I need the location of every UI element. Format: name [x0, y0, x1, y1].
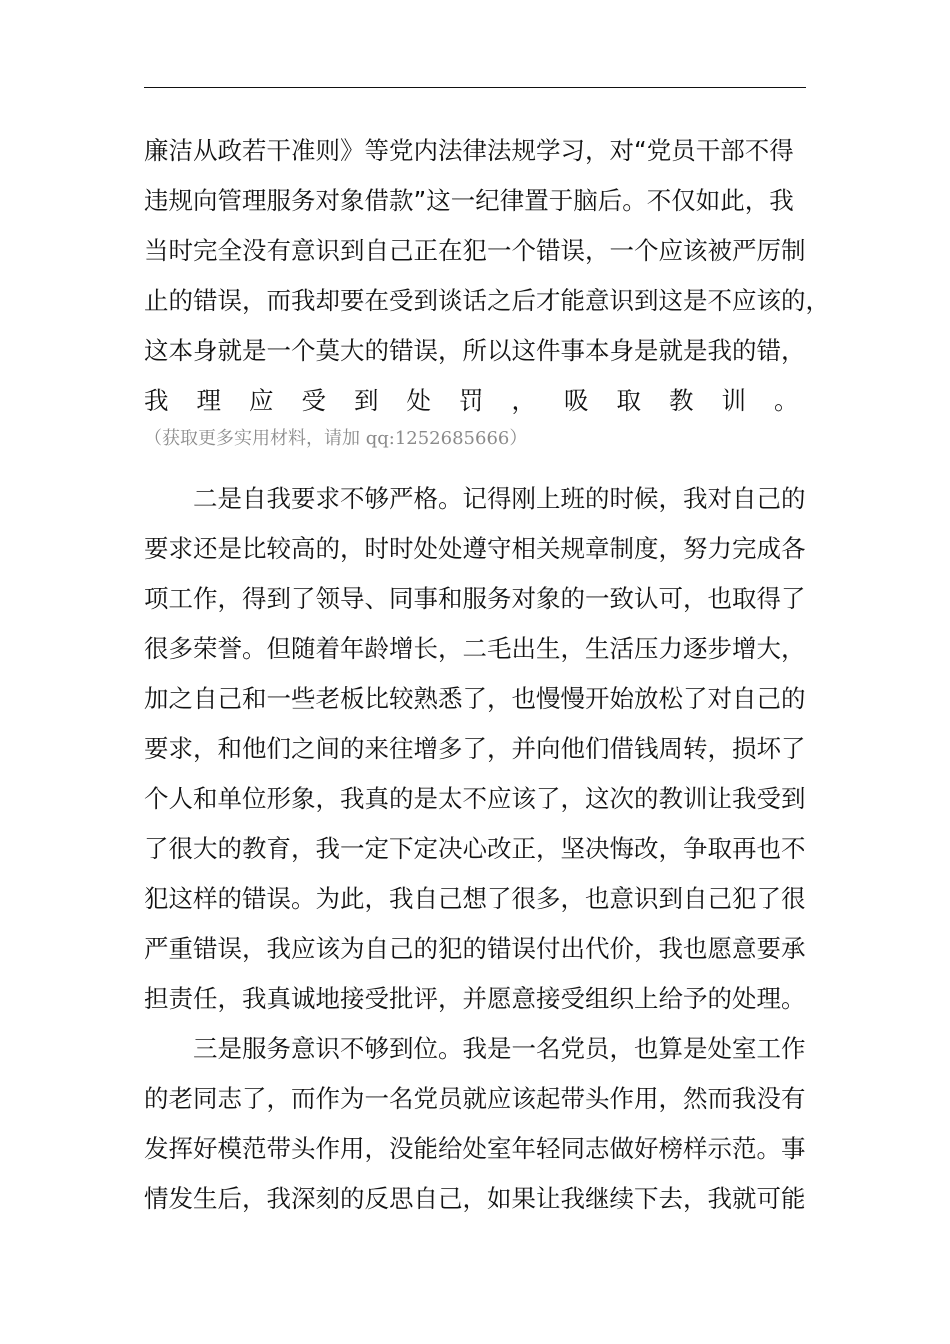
paragraph-line: 情发生后，我深刻的反思自己，如果让我继续下去，我就可能: [144, 1184, 806, 1213]
document-body: [144, 126, 830, 1224]
paragraph-line: 了很大的教育，我一定下定决心改正，坚决悔改，争取再也不: [144, 834, 806, 863]
paragraph-line: 项工作，得到了领导、同事和服务对象的一致认可，也取得了: [144, 584, 806, 613]
paragraph-line: 要求还是比较高的，时时处处遵守相关规章制度，努力完成各: [144, 534, 806, 563]
paragraph-line: 加之自己和一些老板比较熟悉了，也慢慢开始放松了对自己的: [144, 684, 806, 713]
header-rule: [144, 87, 806, 88]
paragraph-line: 三是服务意识不够到位。我是一名党员，也算是处室工作: [193, 1034, 806, 1063]
paragraph-line: 我理应受到处罚，吸取教训。: [144, 386, 827, 415]
paragraph-line: 个人和单位形象，我真的是太不应该了，这次的教训让我受到: [144, 784, 806, 813]
paragraph-line: 发挥好模范带头作用，没能给处室年轻同志做好榜样示范。事: [144, 1134, 806, 1163]
watermark-text: （获取更多实用材料，请加 qq:1252685666）: [144, 428, 528, 449]
paragraph-line: 很多荣誉。但随着年龄增长，二毛出生，生活压力逐步增大，: [144, 634, 806, 663]
paragraph-line: 当时完全没有意识到自己正在犯一个错误，一个应该被严厉制: [144, 236, 806, 265]
paragraph-line: 二是自我要求不够严格。记得刚上班的时候，我对自己的: [193, 484, 806, 513]
paragraph-gap: [144, 460, 824, 474]
paragraph-line: 违规向管理服务对象借款”这一纪律置于脑后。不仅如此，我: [144, 186, 794, 215]
paragraph-line: 的老同志了，而作为一名党员就应该起带头作用，然而我没有: [144, 1084, 806, 1113]
paragraph-line: 担责任，我真诚地接受批评，并愿意接受组织上给予的处理。: [144, 984, 806, 1013]
paragraph-line: 严重错误，我应该为自己的犯的错误付出代价，我也愿意要承: [144, 934, 806, 963]
paragraph-line: 犯这样的错误。为此，我自己想了很多，也意识到自己犯了很: [144, 884, 806, 913]
paragraph-line: 要求，和他们之间的来往增多了，并向他们借钱周转，损坏了: [144, 734, 806, 763]
paragraph-line: 廉洁从政若干准则》等党内法律法规学习，对“党员干部不得: [144, 136, 794, 165]
paragraph-line: 止的错误，而我却要在受到谈话之后才能意识到这是不应该的，: [144, 286, 830, 315]
paragraph-line: 这本身就是一个莫大的错误，所以这件事本身是就是我的错，: [144, 336, 806, 365]
